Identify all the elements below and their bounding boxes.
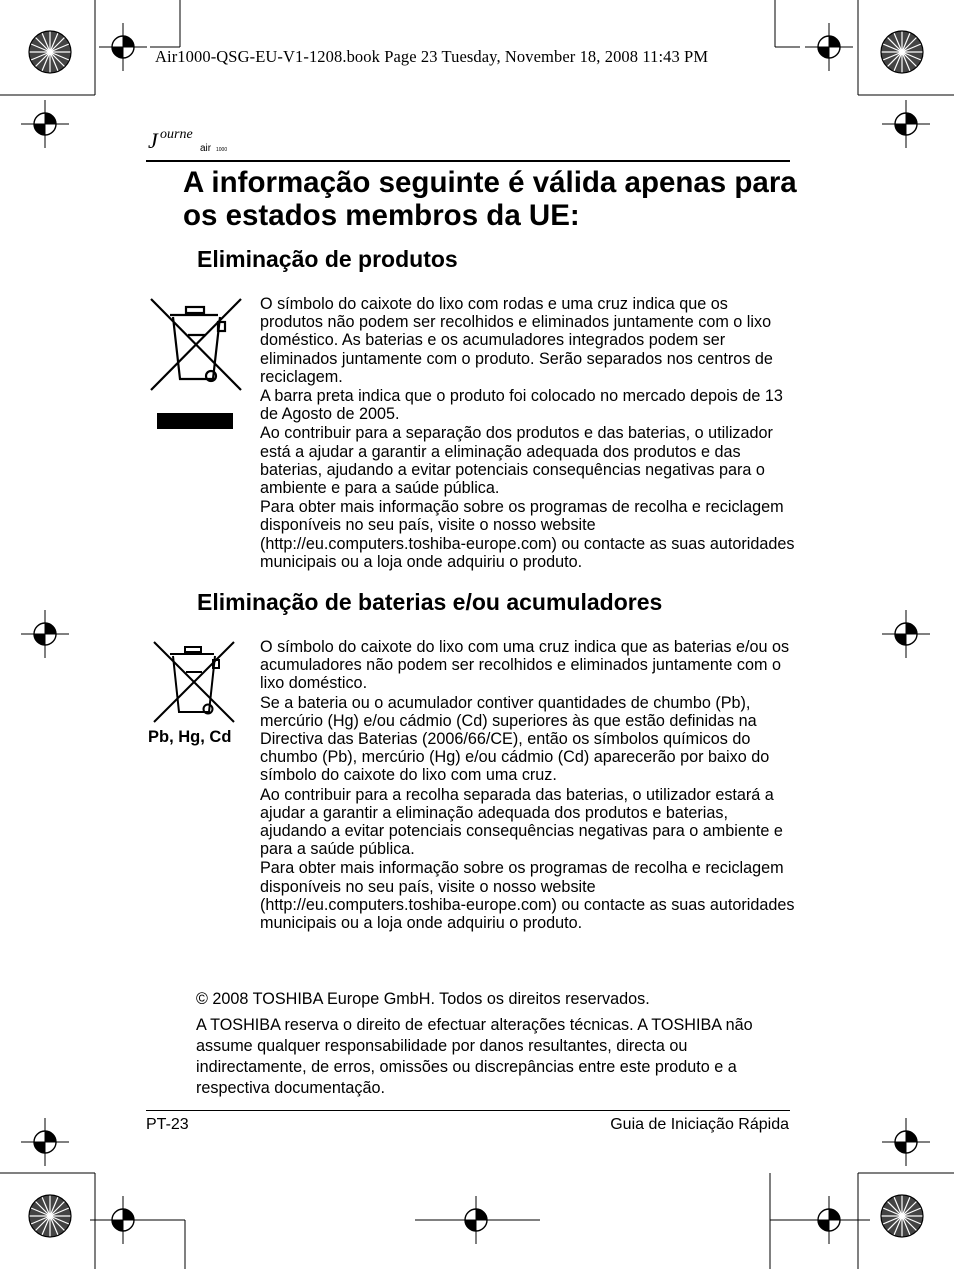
svg-text:ourne: ourne (160, 127, 193, 142)
products-paragraph: O símbolo do caixote do lixo com rodas e uma cruz indica que os produtos não podem ser recolhidos e eliminados juntamente com o lixo doméstico. As baterias e os acumuladores integrados podem ser eliminados juntamente com o produto. Serão separados nos centros de reciclagem. (260, 295, 773, 386)
products-text (260, 295, 795, 572)
batteries-paragraph: Ao contribuir para a recolha separada das baterias, o utilizador estará a ajudar a garantir a eliminação adequada dos produtos e baterias, ajudando a evitar potenciais consequências negativas para o ambiente e para a saúde pública. (260, 785, 783, 859)
products-paragraph: A barra preta indica que o produto foi colocado no mercado depois de 13 de Agosto de 2005. (260, 387, 783, 424)
batteries-text (260, 638, 795, 933)
page-title: A informação seguinte é válida apenas para os estados membros da UE: (183, 166, 797, 232)
crossed-out-wheelie-bin-icon (152, 640, 236, 724)
guide-title: Guia de Iniciação Rápida (610, 1116, 789, 1133)
batteries-paragraph: O símbolo do caixote do lixo com uma cruz indica que as baterias e/ou os acumuladores não podem ser recolhidos e eliminados juntamente com o lixo doméstico. (260, 638, 790, 693)
svg-text:J: J (148, 128, 158, 153)
copyright-notice: © 2008 TOSHIBA Europe GmbH. Todos os direitos reservados. (196, 990, 650, 1008)
crossed-out-wheelie-bin-with-bar-icon (148, 297, 244, 431)
products-paragraph: Para obter mais informação sobre os programas de recolha e reciclagem disponíveis no seu país, visite o nosso website (http://eu.computers.toshiba-europe.com) ou contacte as suas autoridades municipais ou a loja onde adquiriu o produto. (260, 498, 795, 571)
disclaimer-text: A TOSHIBA reserva o direito de efectuar alterações técnicas. A TOSHIBA não assume qualquer responsabilidade por danos resultantes, directa ou indirectamente, de erros, omissões ou discrepâncias entre este produto e a respectiva documentação. (196, 1016, 753, 1097)
footer-rule (146, 1110, 790, 1111)
section-heading-products: Eliminação de produtos (197, 246, 458, 272)
page-number: PT-23 (146, 1116, 189, 1133)
legal-notes (196, 989, 796, 1104)
batteries-paragraph: Para obter mais informação sobre os programas de recolha e reciclagem disponíveis no seu país, visite o nosso website (http://eu.computers.toshiba-europe.com) ou contacte as suas autoridades municipais ou a loja onde adquiriu o produto. (260, 859, 795, 933)
header-rule (146, 160, 790, 162)
products-paragraph: Ao contribuir para a separação dos produtos e das baterias, o utilizador está a ajudar a garantir a eliminação adequada dos produtos e das baterias, ajudando a evitar potenciais consequências negativas para o ambiente e para a saúde pública. (260, 424, 773, 498)
section-heading-batteries: Eliminação de baterias e/ou acumuladores (197, 589, 663, 615)
printer-info-line: Air1000-QSG-EU-V1-1208.book Page 23 Tuesday, November 18, 2008 11:43 PM (155, 47, 709, 66)
svg-text:air: air (200, 143, 212, 154)
chemical-symbols-label: Pb, Hg, Cd (148, 728, 232, 746)
svg-text:1000: 1000 (216, 147, 228, 153)
journe-air-logo (146, 118, 236, 162)
batteries-paragraph: Se a bateria ou o acumulador contiver quantidades de chumbo (Pb), mercúrio (Hg) e/ou cádmio (Cd) superiores às que estão definidas na Directiva das Baterias (2006/66/CE), então os símbolos químicos do chumbo (Pb), mercúrio (Hg) e/ou cádmio (Cd) aparecerão por baixo do símbolo do caixote do lixo com uma cruz. (260, 693, 770, 785)
